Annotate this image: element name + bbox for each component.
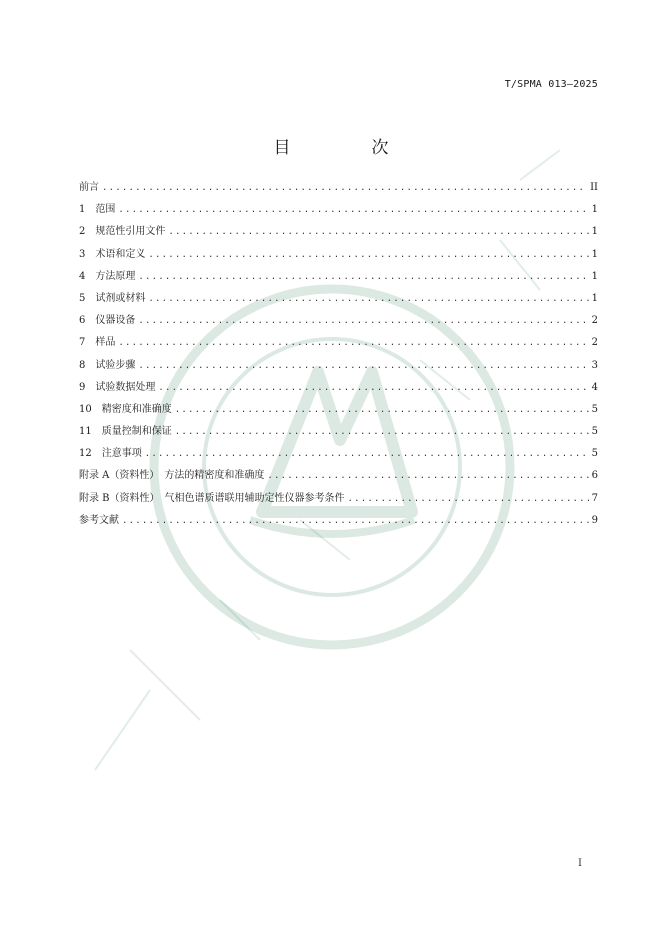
toc-label: 5 试剂或材料 [79,292,146,304]
toc-label: 附录 B（资料性） 气相色谱质谱联用辅助定性仪器参考条件 [79,492,345,504]
toc-page-number: 3 [591,359,598,371]
dot-leader [267,471,588,481]
toc-page-number: 1 [591,226,598,238]
toc-label: 8 试验步骤 [79,359,136,371]
toc-label: 3 术语和定义 [79,248,146,260]
toc-entry-apparatus[interactable] [79,311,598,333]
dot-leader [148,250,588,260]
toc-title: 目 次 [273,138,421,158]
toc-label: 1 范围 [79,204,116,216]
dot-leader [348,494,589,504]
toc-page-number: II [590,182,598,193]
page-number: I [578,858,582,869]
toc-page-number: 1 [591,270,598,282]
toc-label: 4 方法原理 [79,270,136,282]
toc-page-number: 9 [591,514,598,526]
dot-leader [175,405,589,415]
toc-page-number: 2 [591,315,598,327]
toc-entry-terms-definitions[interactable] [79,245,598,267]
dot-leader [158,383,588,393]
toc-page-number: 7 [591,492,598,504]
dot-leader [118,338,588,348]
dot-leader [102,183,587,193]
toc-label: 12 注意事项 [79,448,142,460]
toc-entry-normative-references[interactable] [79,222,598,244]
toc-entry-reagents-materials[interactable] [79,289,598,311]
toc-entry-samples[interactable] [79,333,598,355]
toc-entry-foreword[interactable] [79,178,598,200]
toc-page-number: 2 [591,337,598,349]
toc-entry-quality-control[interactable] [79,422,598,444]
toc-label: 7 样品 [79,337,116,349]
toc-entry-data-processing[interactable] [79,378,598,400]
toc-entry-annex-b[interactable] [79,489,598,511]
toc-label: 2 规范性引用文件 [79,226,166,238]
toc-label: 参考文献 [79,514,119,526]
toc-page-number: 4 [591,381,598,393]
dot-leader [138,272,588,282]
dot-leader [148,294,588,304]
dot-leader [175,427,589,437]
toc-entry-method-principle[interactable] [79,267,598,289]
toc-entry-precision-accuracy[interactable] [79,400,598,422]
toc-entry-annex-a[interactable] [79,466,598,488]
toc-page-number: 5 [591,448,598,460]
dot-leader [138,316,588,326]
toc-label: 附录 A（资料性） 方法的精密度和准确度 [79,470,265,482]
dot-leader [138,361,588,371]
dot-leader [122,516,589,526]
toc-page-number: 1 [591,248,598,260]
toc-label: 11 质量控制和保证 [79,426,172,438]
toc-page-number: 1 [591,204,598,216]
toc-label: 9 试验数据处理 [79,381,156,393]
dot-leader [145,449,589,459]
document-code: T/SPMA 013—2025 [504,79,598,90]
toc-label: 6 仪器设备 [79,315,136,327]
dot-leader [118,205,588,215]
toc-page-number: 5 [591,426,598,438]
toc-entry-scope[interactable] [79,200,598,222]
toc-page-number: 5 [591,403,598,415]
toc-label: 前言 [79,182,99,193]
toc-entry-test-procedure[interactable] [79,356,598,378]
dot-leader [168,227,588,237]
table-of-contents [79,178,598,533]
toc-entry-bibliography[interactable] [79,511,598,533]
toc-page-number: 6 [591,470,598,482]
toc-label: 10 精密度和准确度 [79,403,172,415]
toc-entry-notes[interactable] [79,444,598,466]
toc-page-number: 1 [591,292,598,304]
